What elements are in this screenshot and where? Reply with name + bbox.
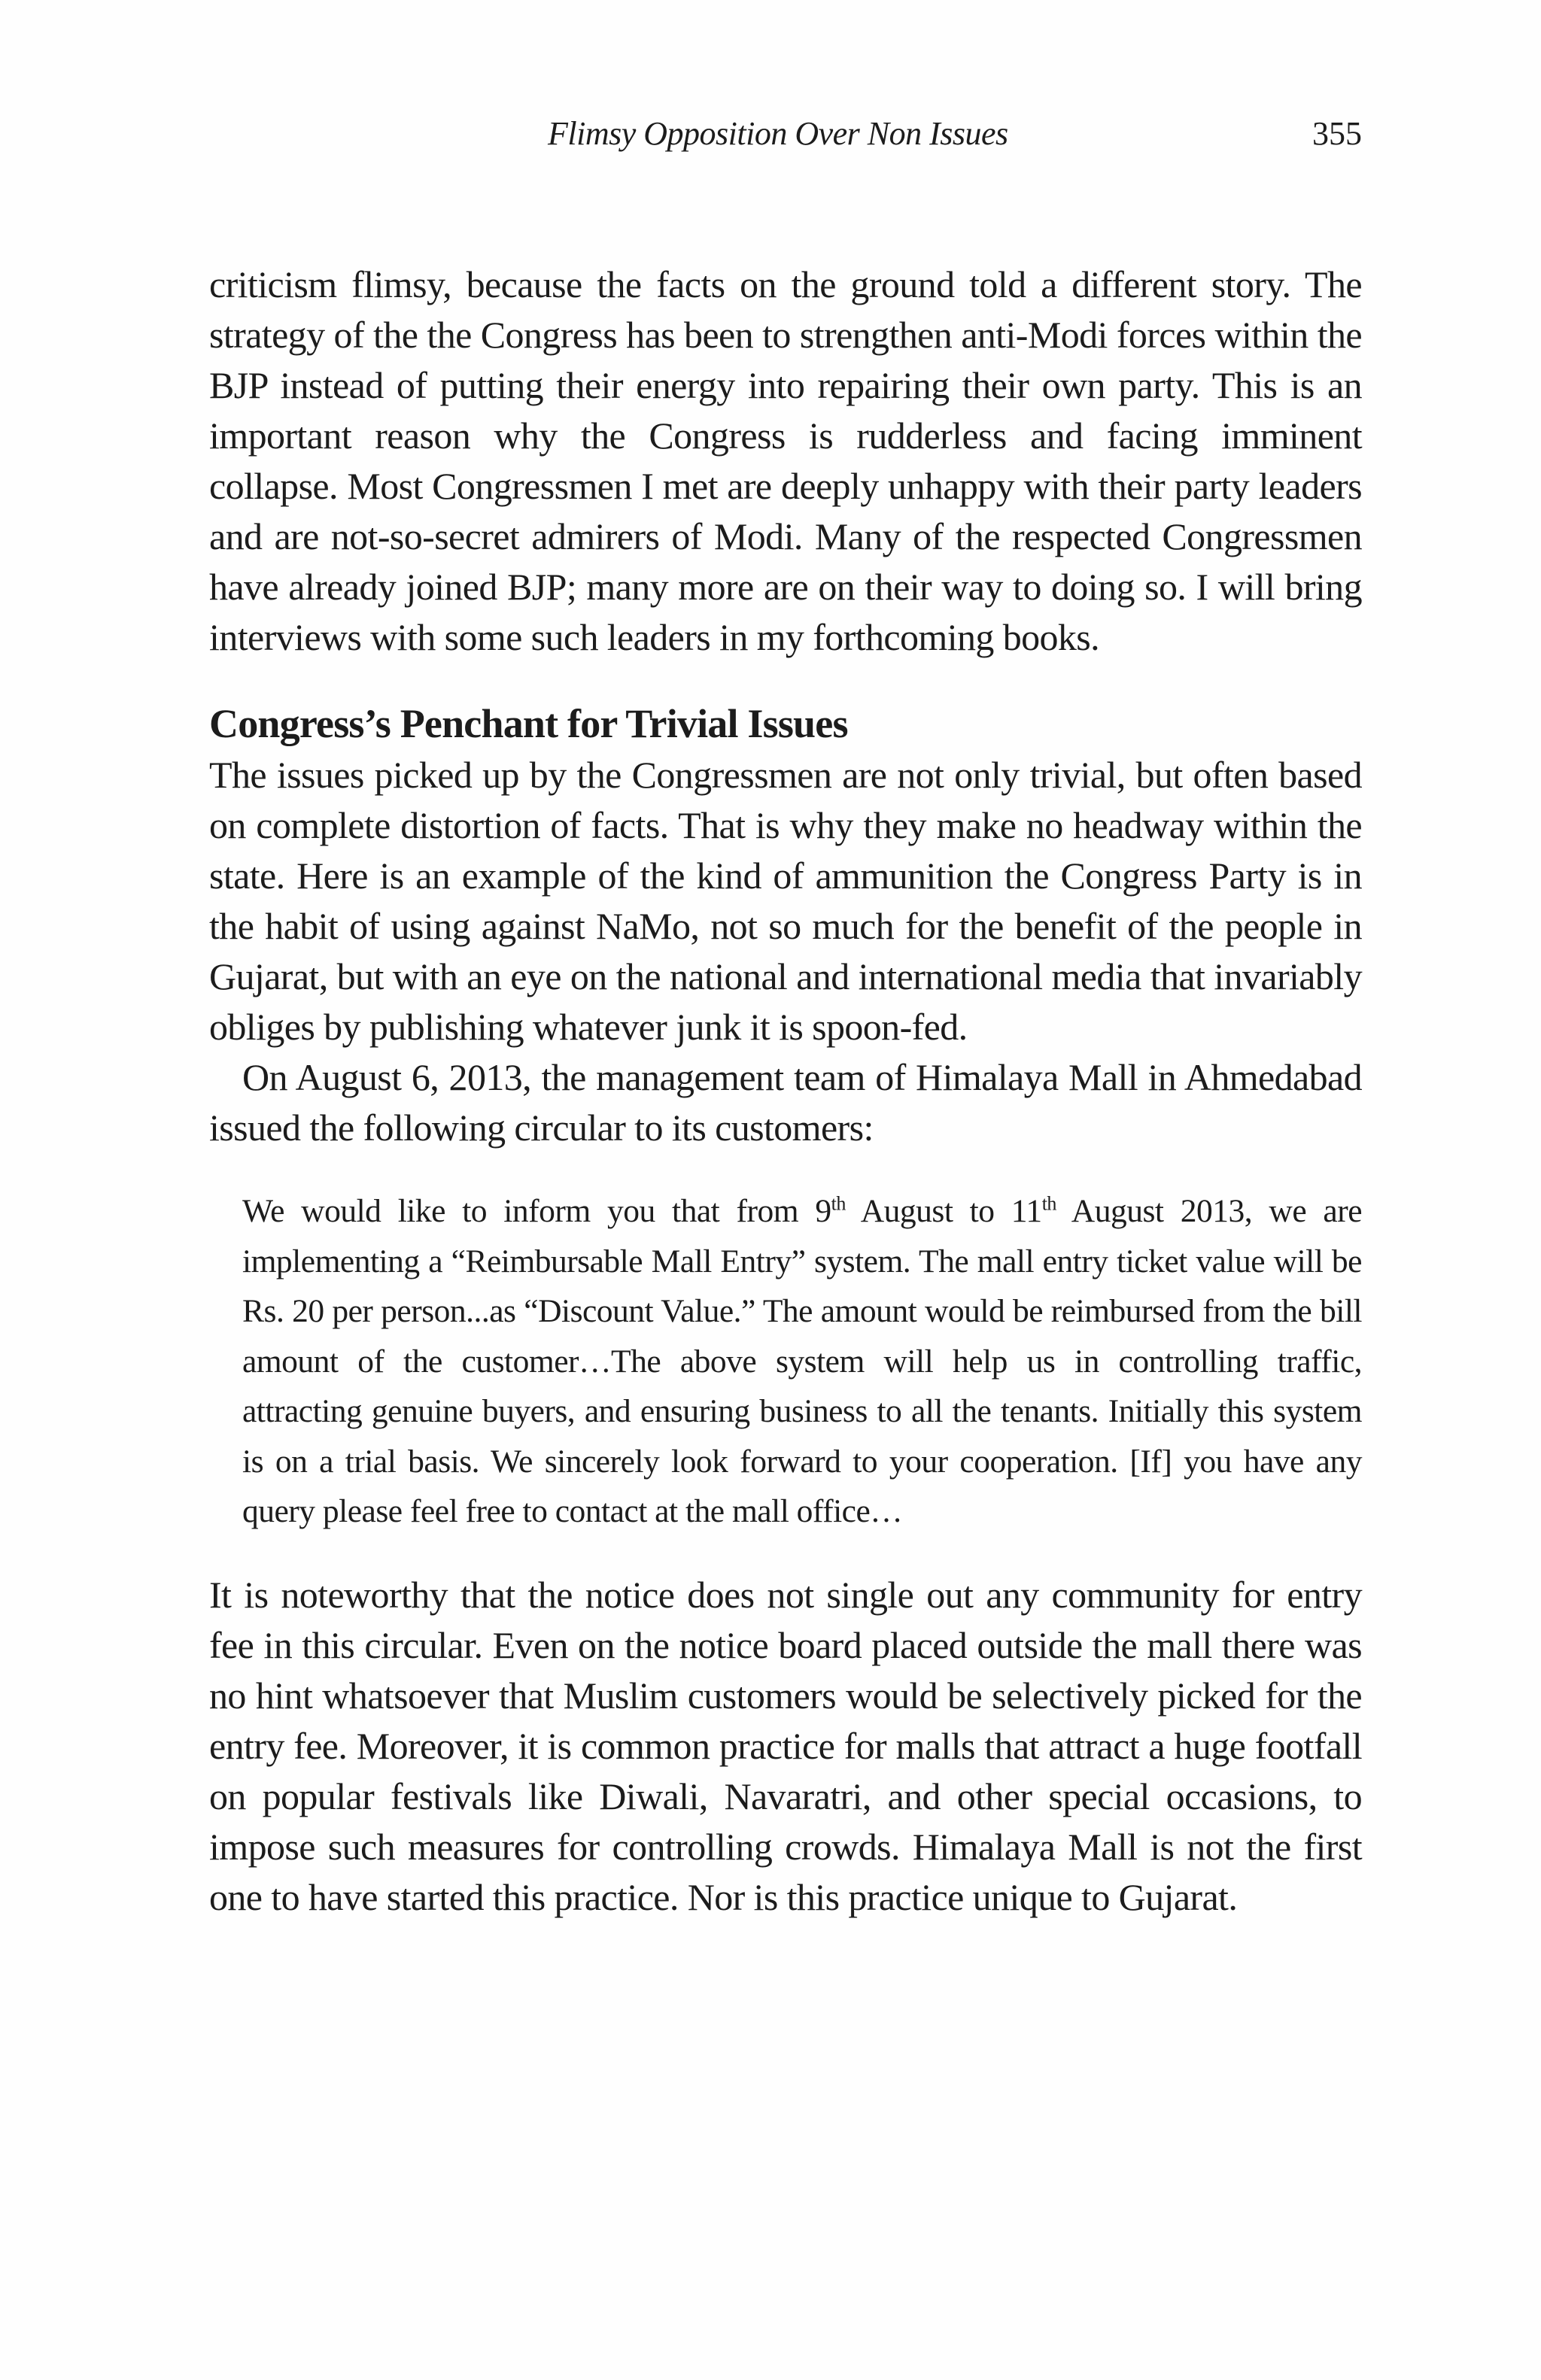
running-header	[209, 114, 1362, 159]
quote-text-3: August 2013, we are implementing a “Reimbursable Mall Entry” system. The mall entry ticket value will be Rs. 20 per person...as “Discount Value.” The amount would be reimbursed from the bill amount of the customer…The above system will help us in controlling traffic, attracting genuine buyers, and ensuring business to all the tenants. Initially this system is on a trial basis. We sincerely look forward to your cooperation. [If] you have any query please feel free to contact at the mall office…	[242, 1193, 1363, 1529]
body-text	[209, 260, 1362, 1923]
ordinal-suffix: th	[831, 1192, 846, 1215]
circular-blockquote	[242, 1186, 1362, 1537]
paragraph-circular-intro: On August 6, 2013, the management team of Himalaya Mall in Ahmedabad issued the following circular to its customers:	[209, 1056, 1362, 1149]
paragraph-intro: The issues picked up by the Congressmen are not only trivial, but often based on complete distortion of facts. That is why they make no headway within the state. Here is an example of the kind of ammunition the Congress Party is in the habit of using against NaMo, not so much for the benefit of the people in Gujarat, but with an eye on the national and international media that invariably obliges by publishing whatever junk it is spoon-fed.	[209, 754, 1362, 1048]
running-title: Flimsy Opposition Over Non Issues	[548, 115, 1008, 152]
page-number: 355	[1312, 115, 1362, 152]
quote-text-2: August to 11	[845, 1193, 1042, 1229]
ordinal-suffix: th	[1041, 1192, 1056, 1215]
section-heading: Congress’s Penchant for Trivial Issues	[209, 701, 848, 746]
paragraph-continuation: criticism flimsy, because the facts on the ground told a different story. The strategy of the the Congress has been to strengthen anti-Modi forces within the BJP instead of putting their energy into repairing their own party. This is an important reason why the Congress is rudderless and facing imminent collapse. Most Congressmen I met are deeply unhappy with their party leaders and are not-so-secret admirers of Modi. Many of the respected Congressmen have already joined BJP; many more are on their way to doing so. I will bring interviews with some such leaders in my forthcoming books.	[209, 263, 1362, 658]
paragraph-conclusion: It is noteworthy that the notice does not single out any community for entry fee in this circular. Even on the notice board placed outside the mall there was no hint whatsoever that Muslim customers would be selectively picked for the entry fee. Moreover, it is common practice for malls that attract a huge footfall on popular festivals like Diwali, Navaratri, and other special occasions, to impose such measures for controlling crowds. Himalaya Mall is not the first one to have started this practice. Nor is this practice unique to Gujarat.	[209, 1573, 1362, 1918]
quote-text-1: We would like to inform you that from 9	[242, 1193, 831, 1229]
